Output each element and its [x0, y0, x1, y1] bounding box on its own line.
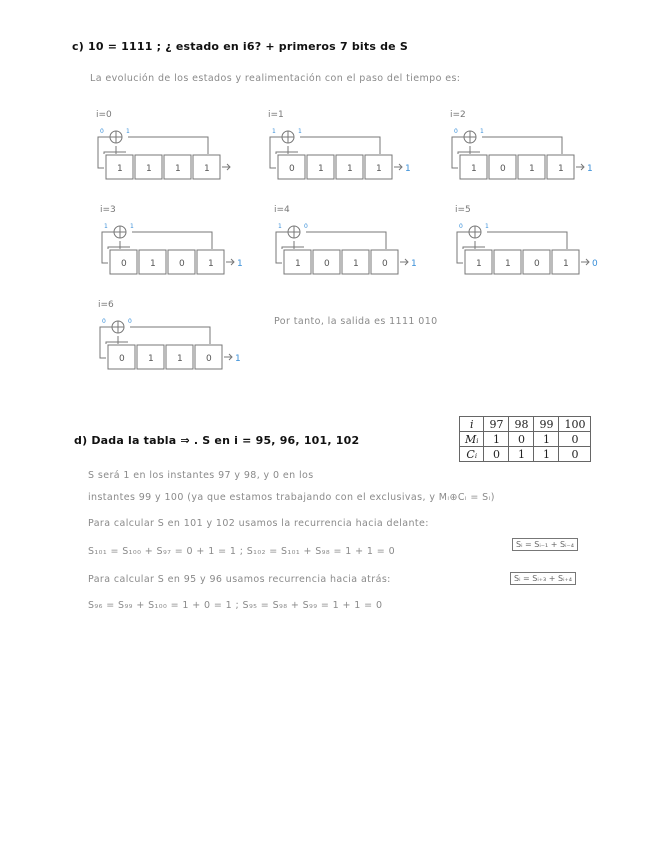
step-label: i=0: [96, 110, 112, 120]
shift-register: [96, 124, 246, 186]
register-bit: 0: [179, 259, 185, 269]
register-bit: 1: [376, 164, 382, 174]
tap-bit: 1: [104, 223, 108, 230]
tap-bit: 1: [298, 128, 302, 135]
register-bit: 1: [347, 164, 353, 174]
step-label: i=2: [450, 110, 466, 120]
table-header-cell: 97: [484, 417, 509, 432]
register-bit: 1: [175, 164, 181, 174]
register-bit: 0: [121, 259, 127, 269]
register-bit: 0: [382, 259, 388, 269]
shift-register: [274, 219, 424, 281]
table-cell: 1: [484, 432, 509, 447]
table-cell: 0: [559, 447, 591, 462]
register-bit: 1: [208, 259, 214, 269]
output-bit: 1: [411, 259, 417, 269]
table-header-cell: 99: [534, 417, 559, 432]
table-row: [460, 432, 591, 447]
shift-register-svg: [100, 219, 250, 281]
section-d-line6: S₉₆ = S₉₉ + S₁₀₀ = 1 + 0 = 1 ; S₉₅ = S₉₈ + S₉₉ = 1 + 1 = 0: [88, 600, 383, 611]
output-arrow: [224, 354, 232, 360]
register-bit: 0: [324, 259, 330, 269]
table-row: [460, 447, 591, 462]
step-label: i=1: [268, 110, 284, 120]
table-row-label: Cᵢ: [460, 447, 484, 462]
register-bit: 1: [177, 354, 183, 364]
section-d-line1: S será 1 en los instantes 97 y 98, y 0 en los: [88, 470, 314, 481]
register-bit: 1: [295, 259, 301, 269]
output-arrow: [576, 164, 584, 170]
table-cell: 1: [509, 447, 534, 462]
section-d-line3: Para calcular S en 101 y 102 usamos la recurrencia hacia delante:: [88, 518, 429, 529]
tap-bit: 1: [126, 128, 130, 135]
shift-register-svg: [274, 219, 424, 281]
section-c-heading: c) 10 = 1111 ; ¿ estado en i6? + primeros 7 bits de S: [72, 40, 408, 53]
tap-bit: 1: [130, 223, 134, 230]
output-arrow: [222, 164, 230, 170]
output-bit: 1: [235, 354, 241, 364]
tap-bit: 1: [278, 223, 282, 230]
shift-register: [455, 219, 605, 281]
step-label: i=3: [100, 205, 116, 215]
step-label: i=5: [455, 205, 471, 215]
output-arrow: [400, 259, 408, 265]
shift-register-svg: [455, 219, 605, 281]
table-row-label: Mᵢ: [460, 432, 484, 447]
section-d-line4: S₁₀₁ = S₁₀₀ + S₉₇ = 0 + 1 = 1 ; S₁₀₂ = S₁₀₁ + S₉₈ = 1 + 1 = 0: [88, 546, 396, 557]
register-bit: 1: [117, 164, 123, 174]
register-bit: 1: [150, 259, 156, 269]
table-cell: 1: [534, 447, 559, 462]
register-bit: 1: [204, 164, 210, 174]
table-cell: 0: [559, 432, 591, 447]
shift-register: [98, 314, 248, 376]
table-cell: 1: [534, 432, 559, 447]
table-header-row: [460, 417, 591, 432]
register-bit: 1: [529, 164, 535, 174]
register-bit: 0: [500, 164, 506, 174]
tap-bit: 0: [459, 223, 463, 230]
register-bit: 0: [534, 259, 540, 269]
register-bit: 0: [206, 354, 212, 364]
table-header-cell: 100: [559, 417, 591, 432]
output-bit: 0: [592, 259, 598, 269]
table-cell: 0: [509, 432, 534, 447]
register-bit: 1: [563, 259, 569, 269]
tap-bit: 0: [128, 318, 132, 325]
table-cell: 0: [484, 447, 509, 462]
section-c-conclusion: Por tanto, la salida es 1111 010: [274, 316, 438, 327]
tap-bit: 0: [100, 128, 104, 135]
section-d-heading: d) Dada la tabla ⇒ . S en i = 95, 96, 101, 102: [74, 434, 360, 447]
register-bit: 1: [558, 164, 564, 174]
shift-register-svg: [96, 124, 246, 186]
register-bit: 1: [505, 259, 511, 269]
output-arrow: [226, 259, 234, 265]
register-bit: 0: [119, 354, 125, 364]
register-bit: 1: [318, 164, 324, 174]
register-bit: 1: [471, 164, 477, 174]
shift-register: [450, 124, 600, 186]
output-arrow: [394, 164, 402, 170]
shift-register-svg: [98, 314, 248, 376]
register-bit: 1: [353, 259, 359, 269]
step-label: i=6: [98, 300, 114, 310]
section-d-line2: instantes 99 y 100 (ya que estamos trabajando con el exclusivas, y Mᵢ⊕Cᵢ = Sᵢ): [88, 492, 495, 503]
tap-bit: 0: [304, 223, 308, 230]
shift-register-svg: [450, 124, 600, 186]
section-c-intro: La evolución de los estados y realimentación con el paso del tiempo es:: [90, 73, 461, 84]
register-bit: 1: [148, 354, 154, 364]
shift-register: [268, 124, 418, 186]
output-bit: 1: [237, 259, 243, 269]
output-bit: 1: [587, 164, 593, 174]
shift-register-svg: [268, 124, 418, 186]
tap-bit: 1: [480, 128, 484, 135]
forward-formula-box: Sᵢ = Sᵢ₋₁ + Sᵢ₋₄: [512, 538, 578, 551]
tap-bit: 1: [272, 128, 276, 135]
table-header-cell: 98: [509, 417, 534, 432]
output-arrow: [581, 259, 589, 265]
shift-register: [100, 219, 250, 281]
table-header-cell: i: [460, 417, 484, 432]
section-d-line5: Para calcular S en 95 y 96 usamos recurrencia hacia atrás:: [88, 574, 391, 585]
bits-table: [459, 416, 591, 462]
tap-bit: 0: [102, 318, 106, 325]
backward-formula-box: Sᵢ = Sᵢ₊₃ + Sᵢ₊₄: [510, 572, 576, 585]
tap-bit: 0: [454, 128, 458, 135]
output-bit: 1: [405, 164, 411, 174]
tap-bit: 1: [485, 223, 489, 230]
register-bit: 0: [289, 164, 295, 174]
step-label: i=4: [274, 205, 290, 215]
register-bit: 1: [476, 259, 482, 269]
register-bit: 1: [146, 164, 152, 174]
